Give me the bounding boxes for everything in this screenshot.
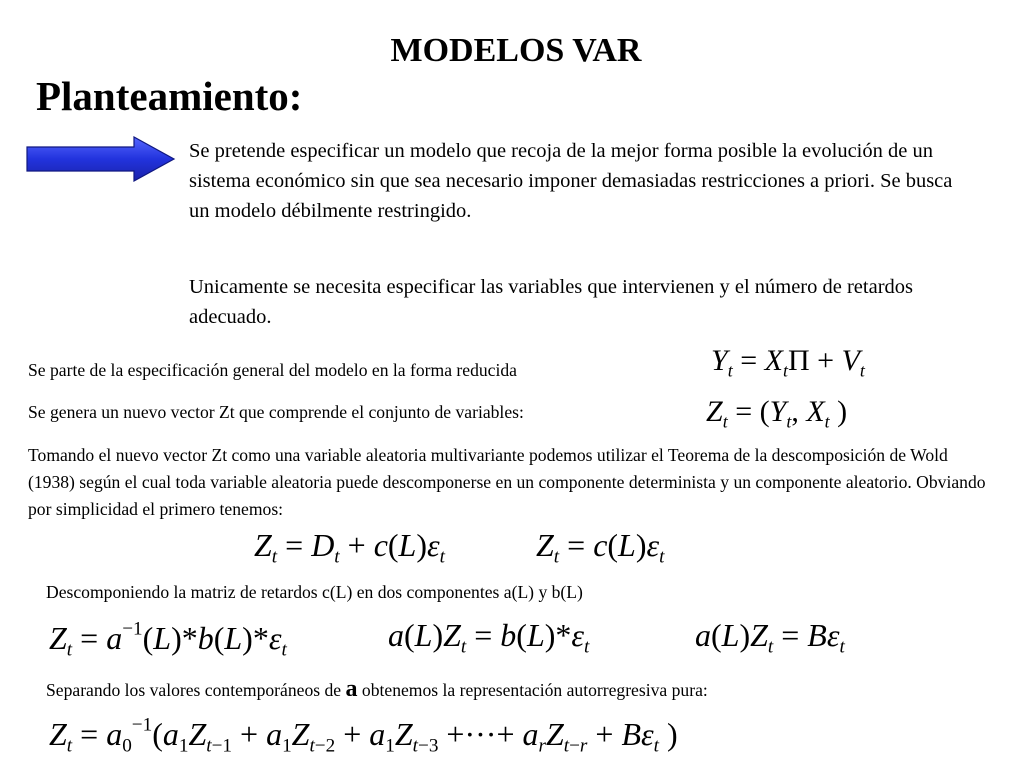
intro-paragraph-1: Se pretende especificar un modelo que recoja de la mejor forma posible la evolución de un sistema económico sin que sea necesario imponer demasiadas restricciones a priori. Se busca un modelo débilmente restringido. <box>189 140 953 222</box>
equation-a-B: $a(L)Z_t = B\varepsilon_t$ <box>695 617 845 658</box>
text-paragraph-wold: Tomando el nuevo vector Zt como una variable aleatoria multivariante podemos utilizar el Teorema de la descomposición de Wold (1938) según el cual toda variable aleatoria puede descomponerse en un componente determinista y un componente aleatorio. Obviando por simplicidad el primero tenemos: <box>28 445 986 519</box>
text-line-separating <box>46 676 708 704</box>
text-line-decomposition: Descomponiendo la matriz de retardos c(L) en dos componentes a(L) y b(L) <box>46 582 583 602</box>
page-title: MODELOS VAR <box>390 32 642 69</box>
equation-reduced-form: $Y_t = X_t\Pi + V_t$ <box>711 344 865 381</box>
separating-text-end: obtenemos la representación autorregresiva pura: <box>357 680 708 700</box>
equation-a-b: $a(L)Z_t = b(L)*\varepsilon_t$ <box>388 617 590 658</box>
equation-autoregressive: $Z_t = a_0^{-1}(a_1Z_{t-1} + a_1Z_{t-2} + a_1Z_{t-3}$ +···+ $a_rZ_{t-r} + B\varepsilon_t$ ) <box>49 714 678 757</box>
text-line-new-vector: Se genera un nuevo vector Zt que comprende el conjunto de variables: <box>28 402 524 422</box>
right-arrow-icon <box>26 136 176 187</box>
equation-wold-simple: $Z_t = c(L)\varepsilon_t$ <box>536 527 665 568</box>
intro-paragraph-2: Unicamente se necesita especificar las variables que intervienen y el número de retardos adecuado. <box>189 276 914 328</box>
section-subtitle: Planteamiento: <box>36 73 303 119</box>
separating-text-start: Separando los valores contemporáneos de <box>46 680 346 700</box>
equation-wold-full: $Z_t = D_t + c(L)\varepsilon_t$ <box>254 527 445 568</box>
text-line-reduced-form: Se parte de la especificación general del modelo en la forma reducida <box>28 360 517 380</box>
equation-ainv-b: $Z_t = a^{-1}(L)*b(L)*\varepsilon_t$ <box>49 618 287 661</box>
symbol-a: a <box>345 676 358 702</box>
equation-z-vector: $Z_t = (Y_t$, $X_t$ ) <box>706 395 848 432</box>
